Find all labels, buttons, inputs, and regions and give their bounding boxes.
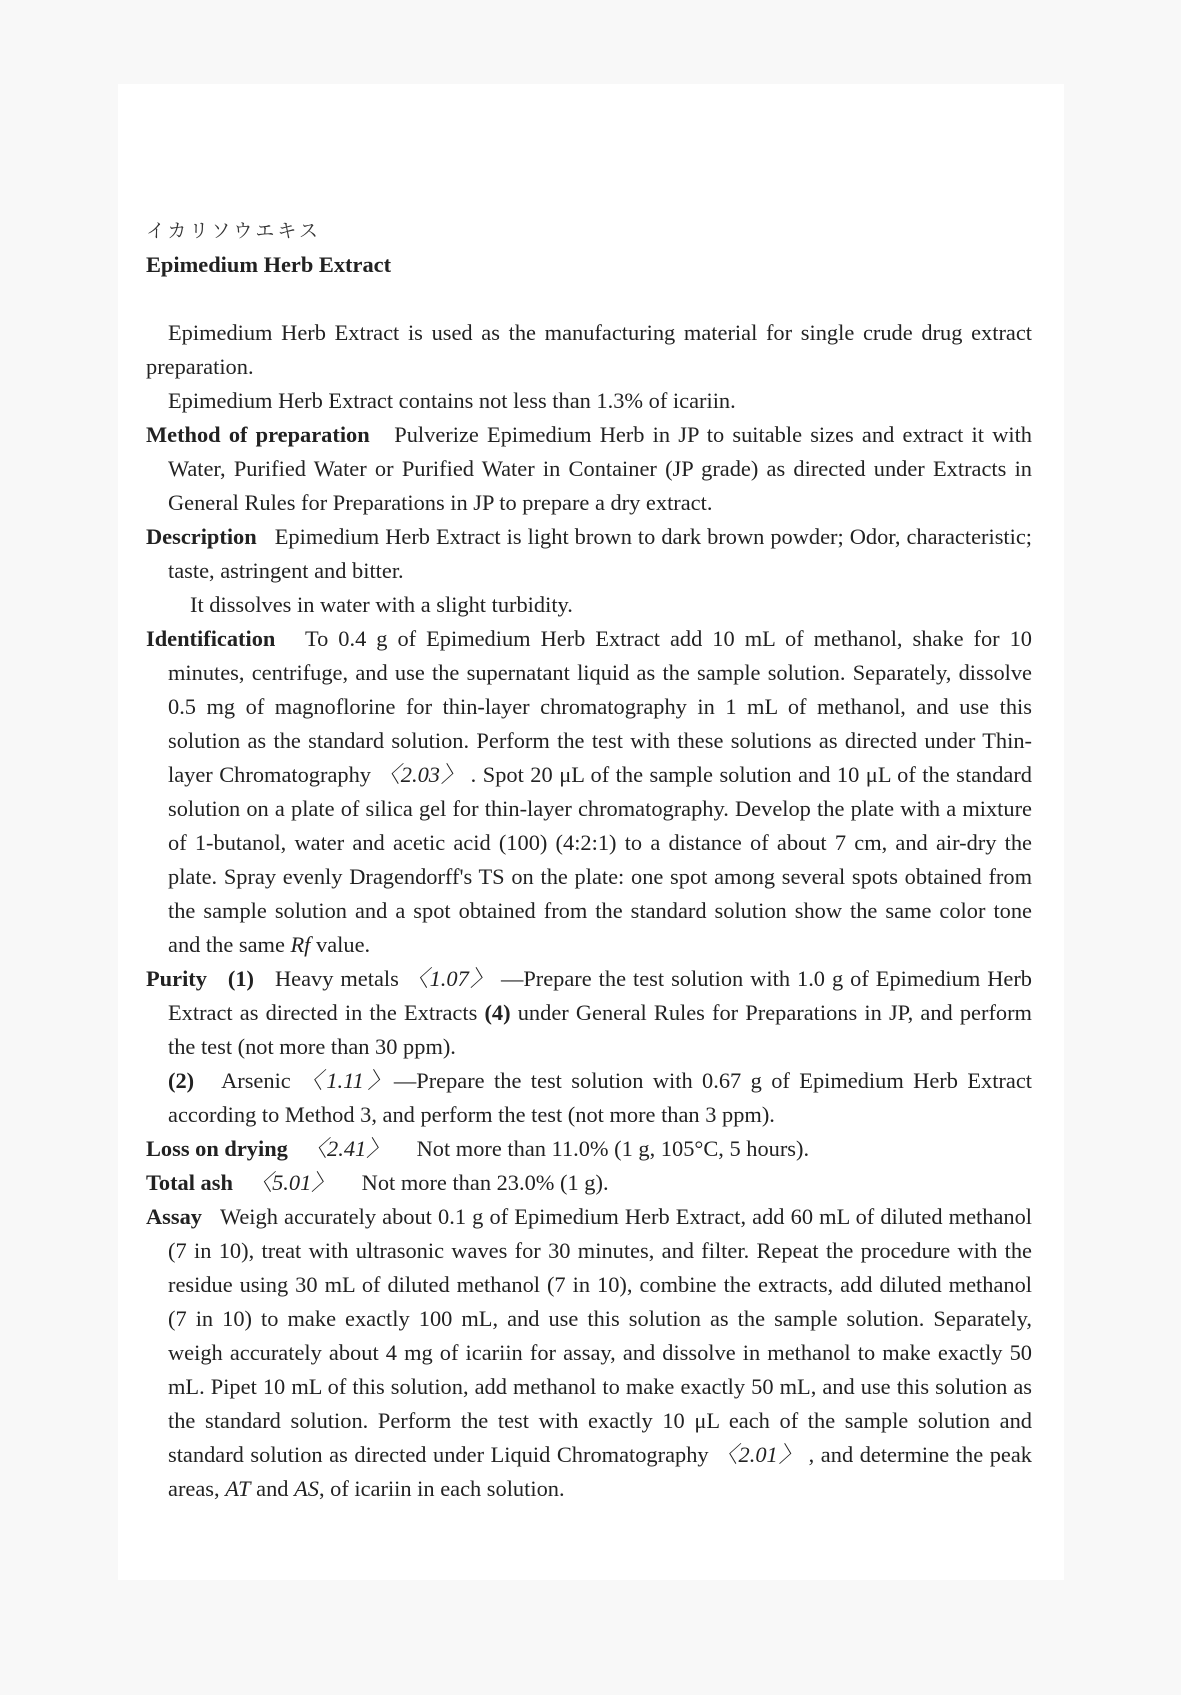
assay-section <box>146 1200 1032 1506</box>
lc-reference: 〈2.01〉 <box>715 1442 803 1467</box>
assay-text-2: , and determine the peak areas, <box>168 1442 1032 1501</box>
assay-text-3: , of icariin in each solution. <box>318 1476 565 1501</box>
assay-heading: Assay <box>146 1204 202 1229</box>
peak-area-as: AS <box>294 1476 319 1501</box>
description-heading: Description <box>146 524 257 549</box>
description-section <box>146 520 1032 588</box>
description-text: Epimedium Herb Extract is light brown to dark brown powder; Odor, characteristic; taste, astringent and bitter. <box>168 524 1033 583</box>
identification-section <box>146 622 1032 962</box>
document-page <box>118 84 1064 1580</box>
purity-item-1-name: Heavy metals <box>274 966 399 991</box>
loss-on-drying-text: Not more than 11.0% (1 g, 105°C, 5 hours). <box>416 1136 810 1161</box>
assay-text: Weigh accurately about 0.1 g of Epimedium Herb Extract, add 60 mL of diluted methanol (7 in 10), treat with ultrasonic waves for 30 minutes, and filter. Repeat the procedure with the residue using 30 mL of diluted methanol (7 in 10), combine the extracts, add diluted methanol (7 in 10) to make exactly 100 mL, and use this solution as the sample solution. Separately, weigh accurately about 4 mg of icariin for assay, and dissolve in methanol to make exactly 50 mL. Pipet 10 mL of this solution, add methanol to make exactly 50 mL, and use this solution as the standard solution. Perform the test with exactly 10 μL each of the sample solution and standard solution as directed under Liquid Chromatography <box>168 1204 1033 1467</box>
purity-item-1-text: —Prepare the test solution with 1.0 g of Epimedium Herb Extract as directed in the Extracts <box>168 966 1033 1025</box>
purity-item-1-text-2: under General Rules for Preparations in JP, and perform the test (not more than 30 ppm). <box>168 1000 1032 1059</box>
purity-item-2 <box>146 1064 1032 1132</box>
content-statement: Epimedium Herb Extract contains not less than 1.3% of icariin. <box>168 388 736 413</box>
preparation-section <box>146 418 1032 520</box>
arsenic-reference: 〈1.11〉 <box>300 1068 394 1093</box>
loss-on-drying-section <box>146 1132 1032 1166</box>
identification-text: To 0.4 g of Epimedium Herb Extract add 10 mL of methanol, shake for 10 minutes, centrifuge, and use the supernatant liquid as the sample solution. Separately, dissolve 0.5 mg of magnoflorine for thin-layer chromatography in 1 mL of methanol, and use this solution as the standard solution. Perform the test with these solutions as directed under Thin-layer Chromatography <box>168 626 1032 787</box>
identification-text-2: . Spot 20 μL of the sample solution and 10 μL of the standard solution on a plate of silica gel for thin-layer chromatography. Develop the plate with a mixture of 1-butanol, water and acetic acid (100) (4:2:1) to a distance of about 7 cm, and air-dry the plate. Spray evenly Dragendorff's TS on the plate: one spot among several spots obtained from the sample solution and a spot obtained from the standard solution show the same color tone and the same <box>168 762 1033 957</box>
purity-item-2-number: (2) <box>168 1068 195 1093</box>
loss-on-drying-heading: Loss on drying <box>146 1136 288 1161</box>
solubility-text: It dissolves in water with a slight turbidity. <box>190 592 573 617</box>
purity-item-2-text: —Prepare the test solution with 0.67 g of Epimedium Herb Extract according to Method 3, and perform the test (not more than 3 ppm). <box>168 1068 1032 1127</box>
preparation-heading: Method of preparation <box>146 422 370 447</box>
purity-heading: Purity <box>146 966 207 991</box>
extracts-item-number: (4) <box>484 1000 511 1025</box>
total-ash-heading: Total ash <box>146 1170 233 1195</box>
heavy-metals-reference: 〈1.07〉 <box>405 966 494 991</box>
purity-section <box>146 962 1032 1064</box>
purity-item-1-number: (1) <box>227 966 255 991</box>
identification-heading: Identification <box>146 626 276 651</box>
total-ash-section <box>146 1166 1032 1200</box>
monograph-body <box>146 214 1032 1506</box>
total-ash-reference: 〈5.01〉 <box>249 1170 334 1195</box>
monograph-title: Epimedium Herb Extract <box>146 252 392 277</box>
total-ash-text: Not more than 23.0% (1 g). <box>361 1170 609 1195</box>
purity-item-2-name: Arsenic <box>221 1068 291 1093</box>
preparation-text: Pulverize Epimedium Herb in JP to suitable sizes and extract it with Water, Purified Water or Purified Water in Container (JP grade) as directed under Extracts in General Rules for Preparations in JP to prepare a dry extract. <box>168 422 1032 515</box>
loss-on-drying-reference: 〈2.41〉 <box>304 1136 389 1161</box>
tlc-reference: 〈2.03〉 <box>377 762 465 787</box>
japanese-title: イカリソウエキス <box>146 220 322 242</box>
intro-paragraph: Epimedium Herb Extract is used as the manufacturing material for single crude drug extract preparation. <box>146 320 1032 379</box>
identification-text-3: value. <box>316 932 371 957</box>
peak-area-at: AT <box>225 1476 251 1501</box>
assay-and: and <box>256 1476 289 1501</box>
rf-symbol: Rf <box>290 932 311 957</box>
